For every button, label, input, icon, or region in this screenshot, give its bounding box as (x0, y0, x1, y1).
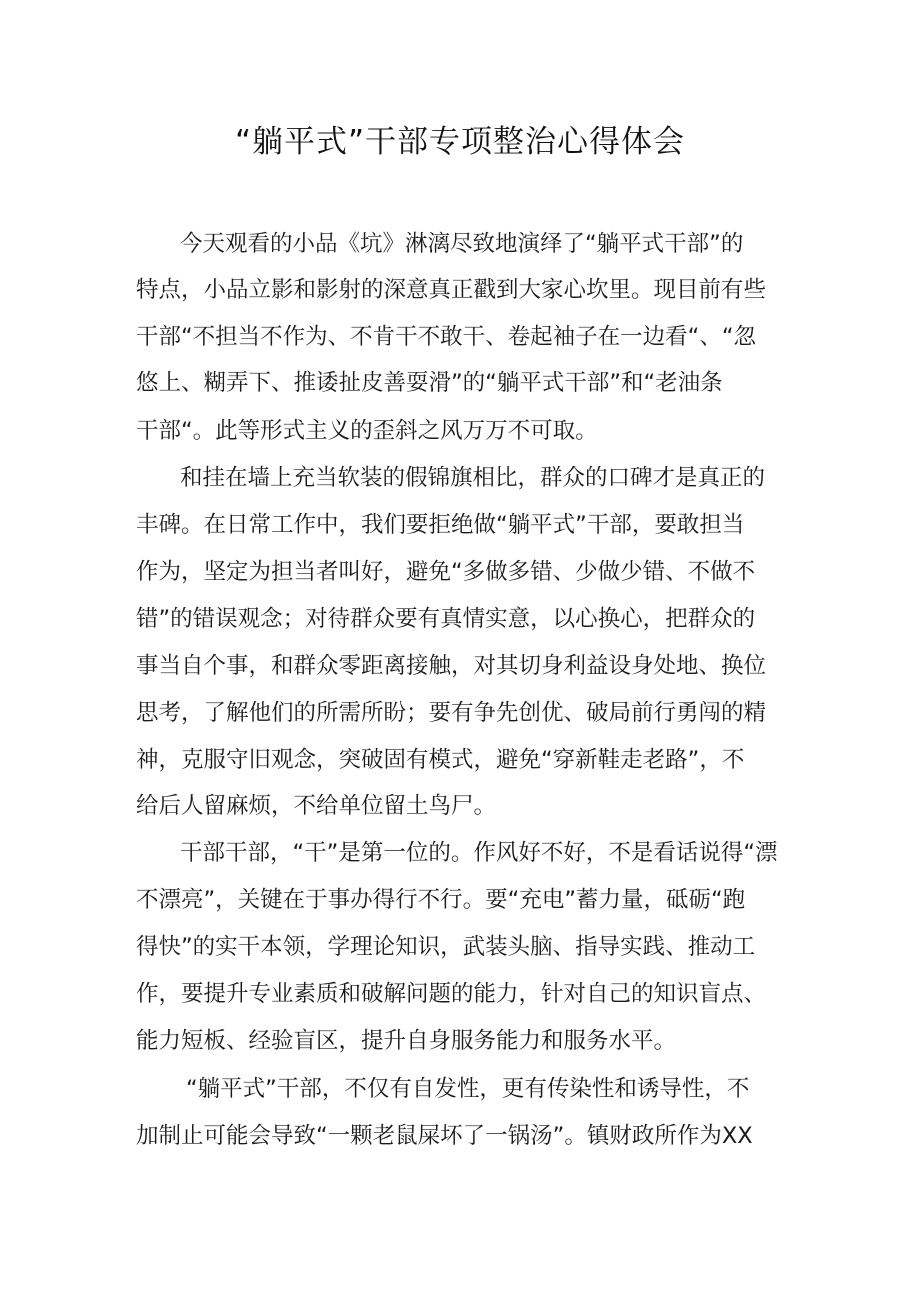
paragraph-2-line-7: 神，克服守旧观念，突破固有模式，避免“穿新鞋走老路”，不 (136, 747, 745, 773)
paragraph-3-line-1: 干部干部，“干”是第一位的。作风好不好，不是看话说得“漂 (180, 840, 778, 866)
paragraph-1-line-5: 干部“。此等形式主义的歪斜之风万万不可取。 (136, 418, 598, 444)
paragraph-2-line-5: 事当自个事，和群众零距离接触，对其切身利益设身处地、换位 (136, 653, 767, 679)
paragraph-2-line-1: 和挂在墙上充当软装的假锦旗相比，群众的口碑才是真正的 (180, 465, 766, 491)
paragraph-4-line-2: 加制止可能会导致“一颗老鼠屎坏了一锅汤”。镇财政所作为XX (136, 1123, 753, 1149)
paragraph-2-line-3: 作为，坚定为担当者叫好，避免“多做多错、少做少错、不做不 (136, 559, 756, 585)
paragraph-3-line-5: 能力短板、经验盲区，提升自身服务能力和服务水平。 (136, 1028, 677, 1054)
paragraph-2-line-6: 思考，了解他们的所需所盼；要有争先创优、破局前行勇闯的精 (136, 700, 767, 726)
paragraph-3-line-3: 得快”的实干本领，学理论知识，武装头脑、指导实践、推动工 (136, 934, 756, 960)
document-title: “躺平式”干部专项整治心得体会 (234, 124, 686, 160)
paragraph-4-line-1: “躺平式”干部，不仅有自发性，更有传染性和诱导性，不 (186, 1076, 750, 1102)
paragraph-3-line-4: 作，要提升专业素质和破解问题的能力，针对自己的知识盲点、 (136, 981, 767, 1007)
paragraph-2-line-4: 错”的错误观念；对待群众要有真情实意，以心换心，把群众的 (136, 606, 756, 632)
paragraph-1-line-2: 特点，小品立影和影射的深意真正戳到大家心坎里。现目前有些 (136, 277, 767, 303)
paragraph-1-line-4: 悠上、糊弄下、推诿扯皮善耍滑”的“躺平式干部”和“老油条 (136, 370, 723, 396)
paragraph-1-line-1: 今天观看的小品《坑》淋漓尽致地演绎了“躺平式干部”的 (180, 231, 744, 257)
paragraph-3-line-2: 不漂亮”，关键在于事办得行不行。要“充电”蓄力量，砥砺“跑 (136, 887, 746, 913)
paragraph-1-line-3: 干部“不担当不作为、不肯干不敢干、卷起袖子在一边看“、“忽 (136, 324, 756, 350)
paragraph-2-line-8: 给后人留麻烦，不给单位留土鸟尸。 (136, 793, 497, 819)
paragraph-2-line-2: 丰碑。在日常工作中，我们要拒绝做“躺平式”干部，要敢担当 (136, 512, 745, 538)
